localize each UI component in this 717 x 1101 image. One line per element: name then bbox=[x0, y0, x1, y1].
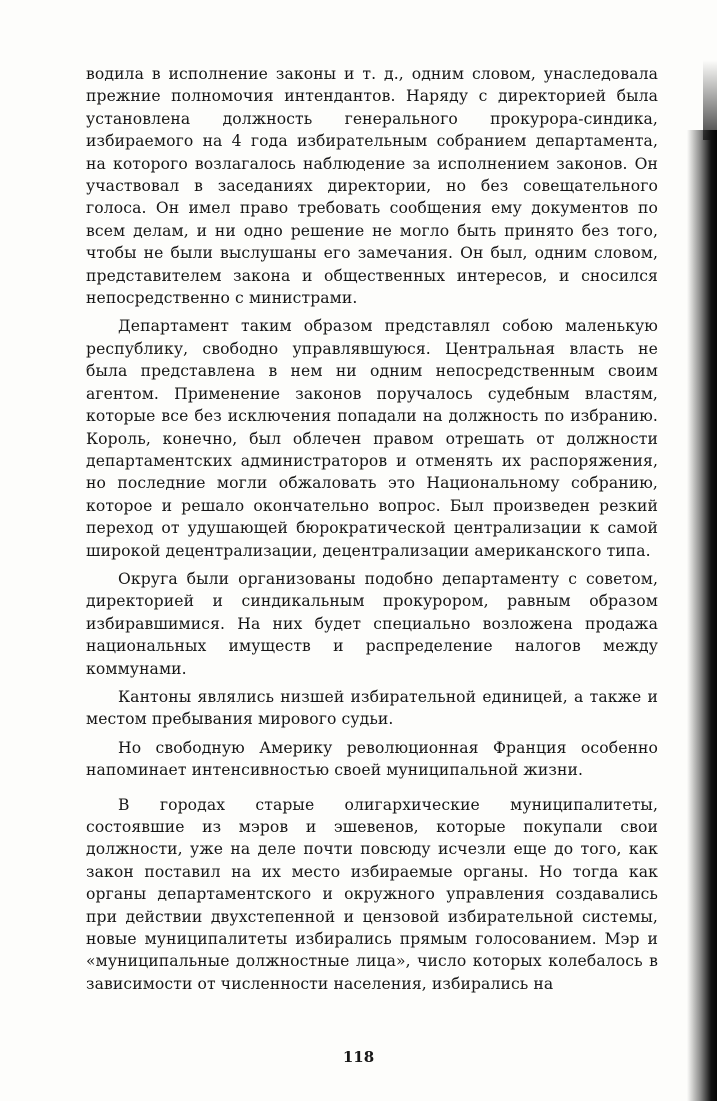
page-edge-shadow-top bbox=[703, 60, 717, 140]
body-text bbox=[86, 63, 658, 995]
page-edge-shadow bbox=[687, 130, 717, 1101]
paragraph-4: Кантоны являлись низшей избирательной единицей, а также и местом пребывания мирового судьи. bbox=[86, 687, 658, 729]
paragraph-3: Округа были организованы подобно департаменту с советом, директорией и синдикальным прокурором, равным образом избиравшимися. На них будет специально возложена продажа национальных имуществ и распределение налогов между коммунами. bbox=[86, 569, 658, 678]
paragraph-1: водила в исполнение законы и т. д., одним словом, унаследовала прежние полномочия интендантов. Наряду с директорией была установлена должность генерального прокурора-синдика, избираемого на 4 года избирательным собранием департамента, на которого возлагалось наблюдение за исполнением законов. Он участвовал в заседаниях директории, но без совещательного голоса. Он имел право требовать сообщения ему документов по всем делам, и ни одно решение не могло быть принято без того, чтобы не были выслушаны его замечания. Он был, одним словом, представителем закона и общественных интересов, и сносился непосредственно с министрами. bbox=[86, 65, 658, 308]
paragraph-5: Но свободную Америку революционная Франция особенно напоминает интенсивностью своей муниципальной жизни. bbox=[86, 738, 658, 780]
paragraph-6: В городах старые олигархические муниципалитеты, состоявшие из мэров и эшевенов, которые покупали свои должности, уже на деле почти повсюду исчезли еще до того, как закон поставил на их место избираемые органы. Но тогда как органы департаментского и окружного управления создавались при действии двухстепенной и цензовой избирательной системы, новые муниципалитеты избирались прямым голосованием. Мэр и «муниципальные должностные лица», число которых колебалось в зависимости от численности населения, избирались на bbox=[86, 795, 658, 993]
paragraph-2: Департамент таким образом представлял собою маленькую республику, свободно управлявшуюся. Центральная власть не была представлена в нем ни одним непосредственным своим агентом. Применение законов поручалось судебным властям, которые все без исключения попадали на должность по избранию. Король, конечно, был облечен правом отрешать от должности департаментских администраторов и отменять их распоряжения, но последние могли обжаловать это Национальному собранию, которое и решало окончательно вопрос. Был произведен резкий переход от удушающей бюрократической централизации к самой широкой децентрализации, децентрализации американского типа. bbox=[86, 317, 658, 560]
page-number: 118 bbox=[342, 1048, 375, 1066]
